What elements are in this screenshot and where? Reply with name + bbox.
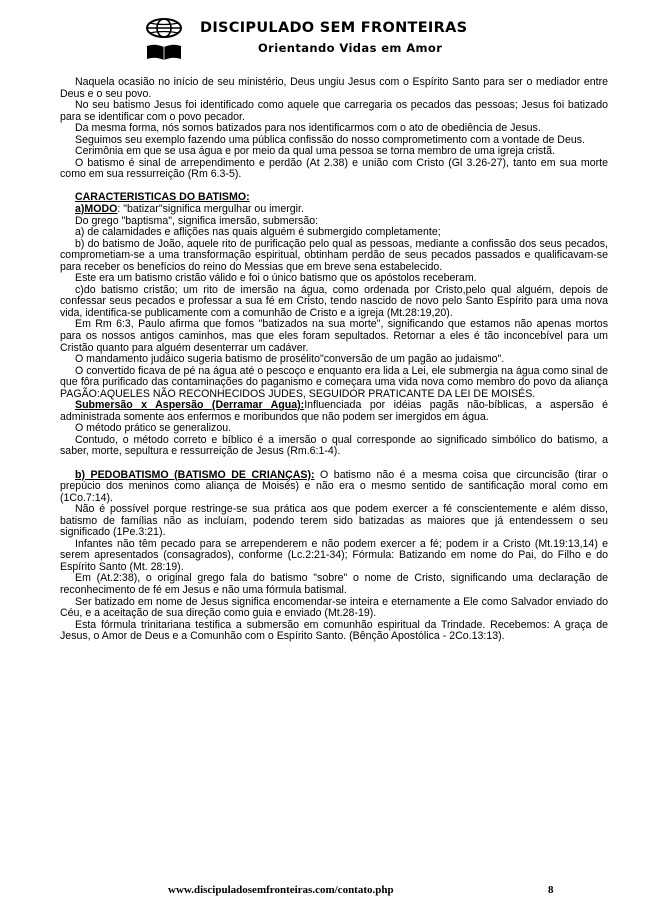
paragraph: c)do batismo cristão; um rito de imersão na água, como ordenada por Cristo,pelo qual alguém, depois de confessar seus pecados e professar a sua fé em Cristo, tendo nascido de novo pelo Santo Espírito para uma nova vida, identifica-se publicamente com a comunhão de Cristo e a igreja (Mt.28:19,20). (60, 283, 608, 319)
open-book-icon (146, 43, 182, 61)
section-title: CARACTERISTICAS DO BATISMO: (75, 191, 250, 204)
paragraph: O método prático se generalizou. (75, 422, 232, 435)
paragraph: Seguimos seu exemplo fazendo uma pública confissão do nosso comprometimento com a vontade de Deus. (75, 133, 585, 146)
site-subtitle: Orientando Vidas em Amor (258, 41, 443, 55)
pedobatismo-text: O batismo não é a mesma coisa que circuncisão (tirar o prepúcio dos meninos como aliança de Moisés) e não era o mesmo sentido de santificação moral como em (1Co.7:14). (60, 468, 608, 504)
paragraph: Ser batizado em nome de Jesus significa encomendar-se inteira e eternamente a Ele como Salvador enviado do Céu, e a aceitação de sua direção como guia e enviado (Mt.28-19). (60, 595, 608, 620)
page-header (0, 6, 650, 58)
paragraph: Esta fórmula trinitariana testifica a submersão em comunhão espiritual da Trindade. Recebemos: A graça de Jesus, o Amor de Deus e a Comunhão com o Espírito Santo. (Bênção Apostólica - 2Co.13:13). (60, 618, 608, 643)
pedobatismo-label: b) PEDOBATISMO (BATISMO DE CRIANÇAS): (75, 468, 315, 481)
modo-label: a)MODO (75, 202, 118, 215)
page-number: 8 (548, 884, 554, 896)
paragraph: Naquela ocasião no início de seu ministério, Deus ungiu Jesus com o Espírito Santo para ser o mediador entre Deus e o seu povo. (60, 76, 608, 100)
paragraph: O convertido ficava de pé na água até o pescoço e enquanto era lida a Lei, ele submergia na água como sinal de que fôra purificado das contaminações do paganismo e começara uma vida nova como membro do povo da aliança PAGÃO:AQUELES NÃO RECONHECIDOS JUDES, SEGUIDOR PRATICANTE DA LEI DE MOISÉS. (60, 364, 608, 400)
paragraph: Cerimônia em que se usa água e por meio da qual uma pessoa se torna membro de uma igreja cristã. (75, 145, 555, 158)
paragraph: Em (At.2:38), o original grego fala do batismo "sobre" o nome de Cristo, significando uma declaração de reconhecimento de fé em Jesus e não uma fórmula batismal. (60, 572, 608, 596)
paragraph: Este era um batismo cristão válido e foi o único batismo que os apóstolos receberam. (75, 272, 477, 285)
page-footer (0, 884, 650, 898)
paragraph (60, 400, 608, 423)
paragraph (60, 470, 608, 505)
body-text (60, 77, 608, 643)
paragraph: Em Rm 6:3, Paulo afirma que fomos "batizados na sua morte", significando que estamos não apenas mortos para os nossos antigos caminhos, mas que eles foram sepultados. Retornar a eles é tão inconcebível para um Cristão quanto para alguém desenterrar um cadáver. (60, 318, 608, 354)
paragraph: Infantes não têm pecado para se arrependerem e não podem exercer a fé; podem ir a Cristo (Mt.19:13,14) e serem apresentados (consagrados), conforme (Lc.2:21-34); Fórmula: Batizando em nome do Pai, do Filho e do Espírito Santo (Mt. 28:19). (60, 537, 608, 573)
modo-text: : "batizar"significa mergulhar ou imergir. (117, 202, 304, 215)
submersao-text: Influenciada por idéias pagãs não-bíblicas, a aspersão é administrada somente aos enfermos e moribundos que não podem ser imergidos em água. (60, 399, 608, 423)
paragraph: Do grego "baptisma", significa imersão, submersão: (75, 214, 319, 227)
submersao-label: Submersão x Aspersão (Derramar Agua): (75, 399, 305, 412)
paragraph: No seu batismo Jesus foi identificado como aquele que carregaria os pecados das pessoas; Jesus foi batizado para se identificar com o povo pecador. (60, 99, 608, 123)
paragraph: O batismo é sinal de arrependimento e perdão (At 2.38) e união com Cristo (Gl 3.26-27), tanto em sua morte como em sua ressurreição (Rm 6.3-5). (60, 156, 608, 181)
footer-url: www.discipuladosemfronteiras.com/contato.php (168, 884, 394, 896)
paragraph: a) de calamidades e aflições nas quais alguém é submergido completamente; (75, 226, 441, 239)
paragraph: b) do batismo de João, aquele rito de purificação pelo qual as pessoas, mediante a confissão dos seus pecados, comprometiam-se a uma transformação espiritual, obtinham perdão de seus pecados passados e qualificavam-se para receber os benefícios do reino do Messias que em breve sena estabelecido. (60, 237, 608, 273)
globe-icon (146, 18, 182, 38)
paragraph: Da mesma forma, nós somos batizados para nos identificarmos com o ato de obediência de Jesus. (75, 122, 541, 135)
paragraph (60, 204, 608, 216)
paragraph: O mandamento judáico sugeria batismo de prosélito"conversão de um pagão ao judaismo". (75, 353, 505, 366)
paragraph: Contudo, o método correto e bíblico é a imersão o qual corresponde ao significado simbólico do batismo, a saber, morte, sepultura e ressurreição de Jesus (Rm.6:1-4). (60, 433, 608, 458)
site-title: DISCIPULADO SEM FRONTEIRAS (200, 20, 468, 36)
paragraph: Não é possível porque restringe-se sua prática aos que podem exercer a fé conscientemente e além disso, batismo de famílias não as incluíam, podendo terem sido batizadas as maiores que já entendessem o seu significado (1Pe.3:21). (60, 503, 608, 539)
